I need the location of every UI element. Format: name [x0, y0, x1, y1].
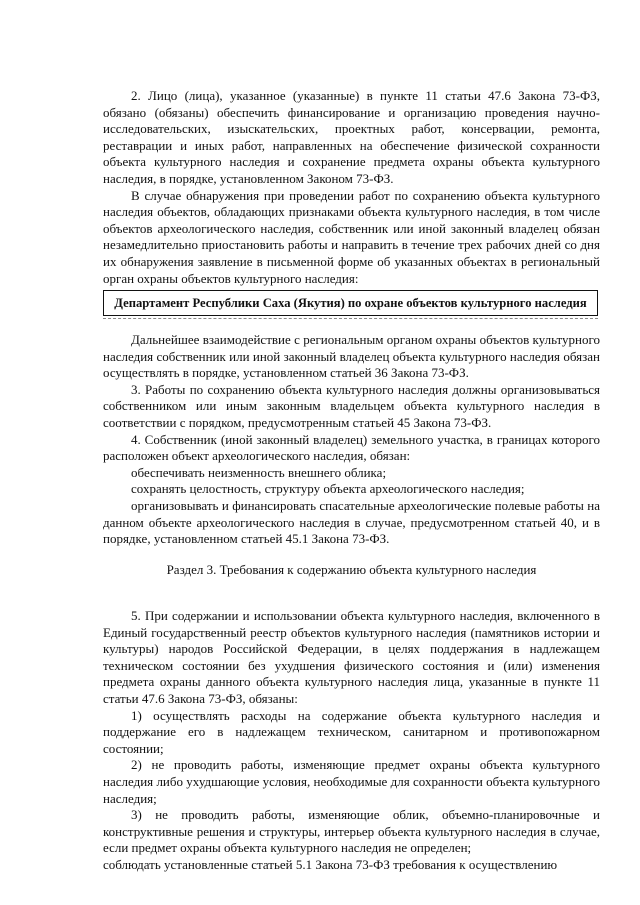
paragraph-item-2: 2. Лицо (лица), указанное (указанные) в пункте 11 статьи 47.6 Закона 73-ФЗ, обязано (обязаны) обеспечить финансирование и организацию проведения научно-исследовательских, изыскательских, проектных работ, консервации, ремонта, реставрации и иных работ, направленных на обеспечение физической сохранности объекта культурного наследия и сохранение предмета охраны объекта культурного наследия, в порядке, установленном Законом 73-ФЗ.: [103, 88, 600, 186]
list-item-3-no-changes: 3) не проводить работы, изменяющие облик, объемно-планировочные и конструктивные решения и структуры, интерьер объекта культурного наследия в случае, если предмет охраны объекта культурного наследия не определен;: [103, 807, 600, 856]
paragraph-discovery-notice: В случае обнаружения при проведении работ по сохранению объекта культурного наследия объектов, обладающих признаками объекта культурного наследия, в том числе объектов археологического наследия, собственник или иной законный владелец обязан незамедлительно приостановить работы и направить в течение трех рабочих дней со дня их обнаружения заявление в письменной форме об указанных объектах в региональный орган охраны объектов культурного наследия:: [103, 187, 600, 286]
text-block-bottom: [103, 608, 600, 874]
paragraph-item-5: 5. При содержании и использовании объекта культурного наследия, включенного в Единый государственный реестр объектов культурного наследия (памятников истории и культуры) народов Российской Федерации, в целях поддержания в надлежащем техническом состоянии без ухудшения физического состояния и (или) изменения предмета охраны данного объекта культурного наследия лица, указанные в пункте 11 статьи 47.6 Закона 73-ФЗ, обязаны:: [103, 608, 600, 706]
list-item-appearance: обеспечивать неизменность внешнего облика;: [131, 464, 387, 480]
paragraph-item-3: 3. Работы по сохранению объекта культурного наследия должны организовываться собственником или иным законным владельцем объекта культурного наследия в соответствии с порядком, предусмотренным статьей 45 Закона 73-ФЗ.: [103, 381, 600, 430]
list-item-integrity: сохранять целостность, структуру объекта археологического наследия;: [131, 481, 525, 497]
text-block-top: [103, 88, 600, 287]
list-item-rescue-works: организовывать и финансировать спасательные археологические полевые работы на данном объекте археологического наследия в случае, предусмотренном статьей 40, и в порядке, установленном статьей 45.1 Закона 73-ФЗ.: [103, 497, 600, 547]
dashed-divider: [103, 318, 598, 319]
text-block-middle: [103, 332, 600, 548]
list-item-1-expenses: 1) осуществлять расходы на содержание объекта культурного наследия и поддержание его в надлежащем техническом, санитарном и противопожарном состоянии;: [103, 707, 600, 756]
paragraph-compliance: соблюдать установленные статьей 5.1 Закона 73-ФЗ требования к осуществлению: [103, 856, 558, 872]
paragraph-interaction: Дальнейшее взаимодействие с региональным органом охраны объектов культурного наследия собственник или иной законный владелец объекта культурного наследия обязан осуществлять в порядке, установленном статьей 36 Закона 73-ФЗ.: [103, 332, 600, 381]
paragraph-item-4: 4. Собственник (иной законный владелец) земельного участка, в границах которого расположен объект археологического наследия, обязан:: [103, 431, 600, 464]
list-item-2-no-works: 2) не проводить работы, изменяющие предмет охраны объекта культурного наследия либо ухудшающие условия, необходимые для сохранности объекта культурного наследия;: [103, 757, 600, 806]
authority-name-box: Департамент Республики Саха (Якутия) по охране объектов культурного наследия: [103, 290, 598, 316]
section-3-heading: Раздел 3. Требования к содержанию объекта культурного наследия: [166, 562, 537, 577]
